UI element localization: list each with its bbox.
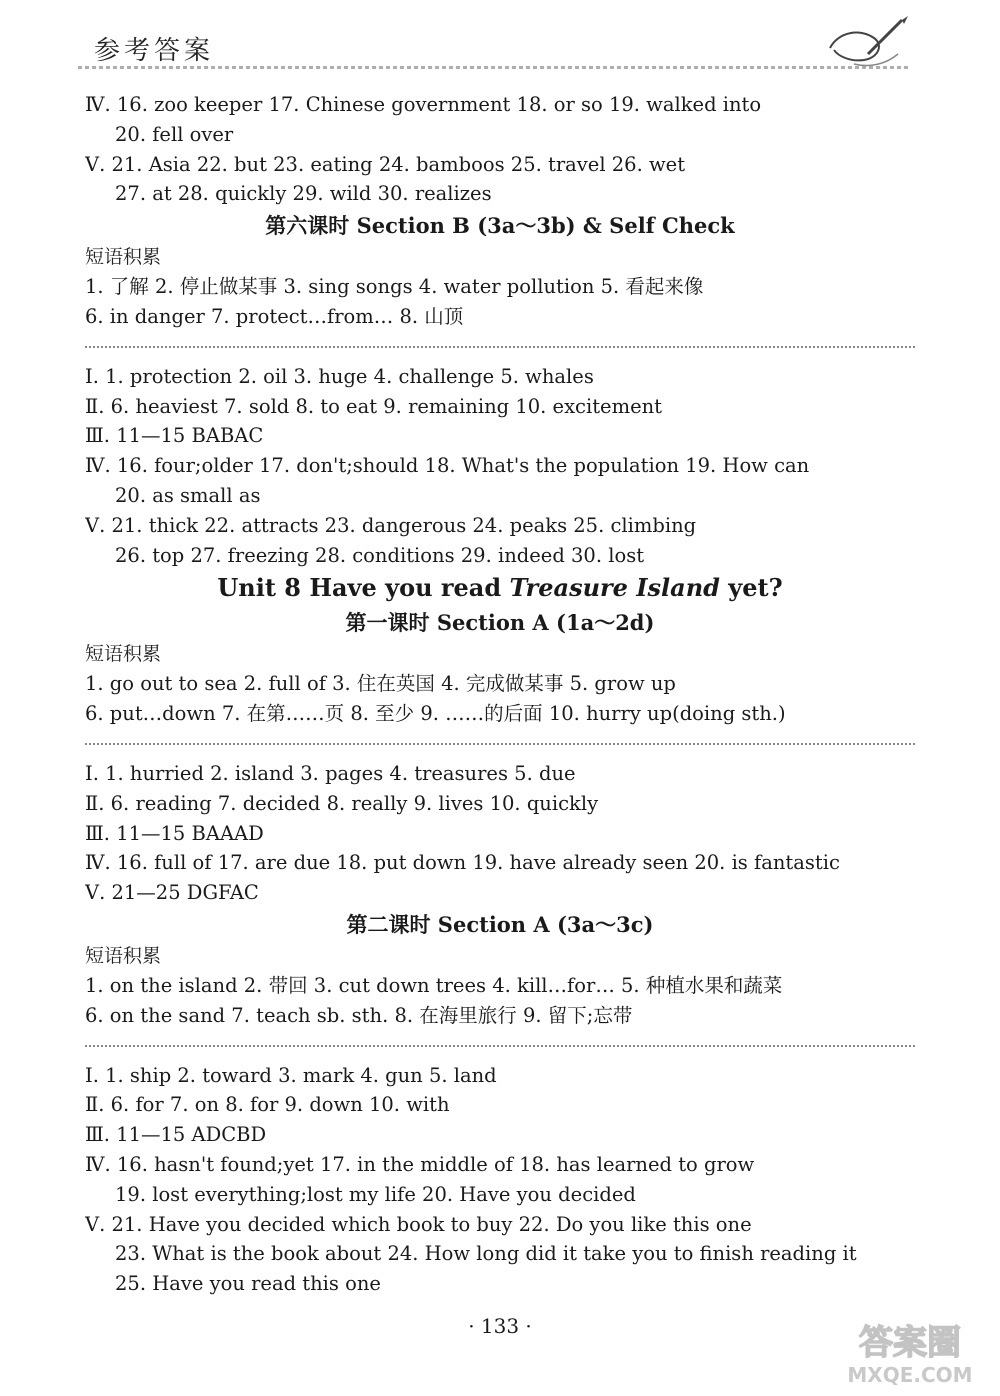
dotted-divider bbox=[85, 729, 915, 759]
answer-line: 25. Have you read this one bbox=[115, 1272, 381, 1296]
answer-line: 26. top 27. freezing 28. conditions 29. indeed 30. lost bbox=[115, 543, 645, 567]
answer-line: Ⅴ. 21. Have you decided which book to buy 22. Do you like this one bbox=[85, 1212, 752, 1236]
answer-line: Ⅰ. 1. hurried 2. island 3. pages 4. treasures 5. due bbox=[85, 761, 576, 785]
unit-heading-text: Unit 8 Have you read bbox=[217, 573, 510, 603]
answer-line: 20. as small as bbox=[115, 483, 261, 507]
answer-line: 1. on the island 2. 带回 3. cut down trees 4. kill…for… 5. 种植水果和蔬菜 bbox=[85, 973, 783, 997]
pen-logo-icon bbox=[824, 14, 914, 74]
section-heading: 第一课时 Section A (1a～2d) bbox=[345, 610, 655, 636]
answer-line: Ⅱ. 6. heaviest 7. sold 8. to eat 9. remaining 10. excitement bbox=[85, 394, 663, 418]
answer-line: 20. fell over bbox=[115, 122, 234, 146]
answer-line: 27. at 28. quickly 29. wild 30. realizes bbox=[115, 182, 492, 206]
answer-line: Ⅴ. 21. Asia 22. but 23. eating 24. bamboos 25. travel 26. wet bbox=[85, 152, 686, 176]
section-heading: 第六课时 Section B (3a～3b) & Self Check bbox=[265, 213, 735, 239]
page-header bbox=[0, 0, 1000, 90]
phrase-label: 短语积累 bbox=[85, 246, 162, 269]
answer-line: Ⅱ. 6. for 7. on 8. for 9. down 10. with bbox=[85, 1093, 450, 1117]
answer-line: Ⅰ. 1. ship 2. toward 3. mark 4. gun 5. land bbox=[85, 1063, 497, 1087]
dotted-divider bbox=[85, 332, 915, 362]
answer-line: Ⅳ. 16. hasn't found;yet 17. in the middle of 18. has learned to grow bbox=[85, 1152, 755, 1176]
answer-line: 6. put…down 7. 在第……页 8. 至少 9. ……的后面 10. hurry up(doing sth.) bbox=[85, 702, 786, 726]
answer-line: Ⅲ. 11—15 BABAC bbox=[85, 424, 264, 448]
phrase-label: 短语积累 bbox=[85, 944, 162, 967]
unit-heading-tail: yet? bbox=[719, 573, 783, 603]
answer-line: Ⅲ. 11—15 ADCBD bbox=[85, 1123, 267, 1147]
section-heading: 第二课时 Section A (3a～3c) bbox=[346, 911, 654, 937]
answer-line: Ⅳ. 16. full of 17. are due 18. put down 19. have already seen 20. is fantastic bbox=[85, 851, 840, 875]
answer-line: 23. What is the book about 24. How long did it take you to finish reading it bbox=[115, 1242, 857, 1266]
answer-line: Ⅳ. 16. zoo keeper 17. Chinese government 18. or so 19. walked into bbox=[85, 93, 762, 116]
answer-line: 19. lost everything;lost my life 20. Have you decided bbox=[115, 1182, 636, 1206]
phrase-label: 短语积累 bbox=[85, 643, 162, 666]
watermark-url-text: MXQE.COM bbox=[847, 1363, 973, 1387]
answer-content bbox=[85, 90, 915, 1299]
unit-heading-book-title: Treasure Island bbox=[509, 573, 720, 603]
answer-line: 1. 了解 2. 停止做某事 3. sing songs 4. water pollution 5. 看起来像 bbox=[85, 275, 704, 299]
answer-line: Ⅲ. 11—15 BAAAD bbox=[85, 821, 264, 845]
dotted-divider bbox=[85, 1031, 915, 1061]
answer-line: Ⅳ. 16. four;older 17. don't;should 18. What's the population 19. How can bbox=[85, 454, 810, 478]
page-number: · 133 · bbox=[468, 1314, 532, 1338]
answer-line: 1. go out to sea 2. full of 3. 住在英国 4. 完成做某事 5. grow up bbox=[85, 672, 676, 696]
answer-line: Ⅴ. 21. thick 22. attracts 23. dangerous 24. peaks 25. climbing bbox=[85, 513, 697, 537]
unit-heading bbox=[85, 570, 915, 606]
watermark-logo-text: 答案圈 bbox=[859, 1323, 961, 1363]
answer-line: 6. in danger 7. protect…from… 8. 山顶 bbox=[85, 304, 464, 328]
answer-line: Ⅱ. 6. reading 7. decided 8. really 9. lives 10. quickly bbox=[85, 791, 599, 815]
header-title: 参考答案 bbox=[94, 36, 215, 66]
header-rule bbox=[78, 66, 908, 69]
site-watermark bbox=[830, 1316, 990, 1388]
answer-line: Ⅴ. 21—25 DGFAC bbox=[85, 881, 259, 905]
answer-line: Ⅰ. 1. protection 2. oil 3. huge 4. challenge 5. whales bbox=[85, 364, 594, 388]
answer-line: 6. on the sand 7. teach sb. sth. 8. 在海里旅行 9. 留下;忘带 bbox=[85, 1003, 633, 1027]
